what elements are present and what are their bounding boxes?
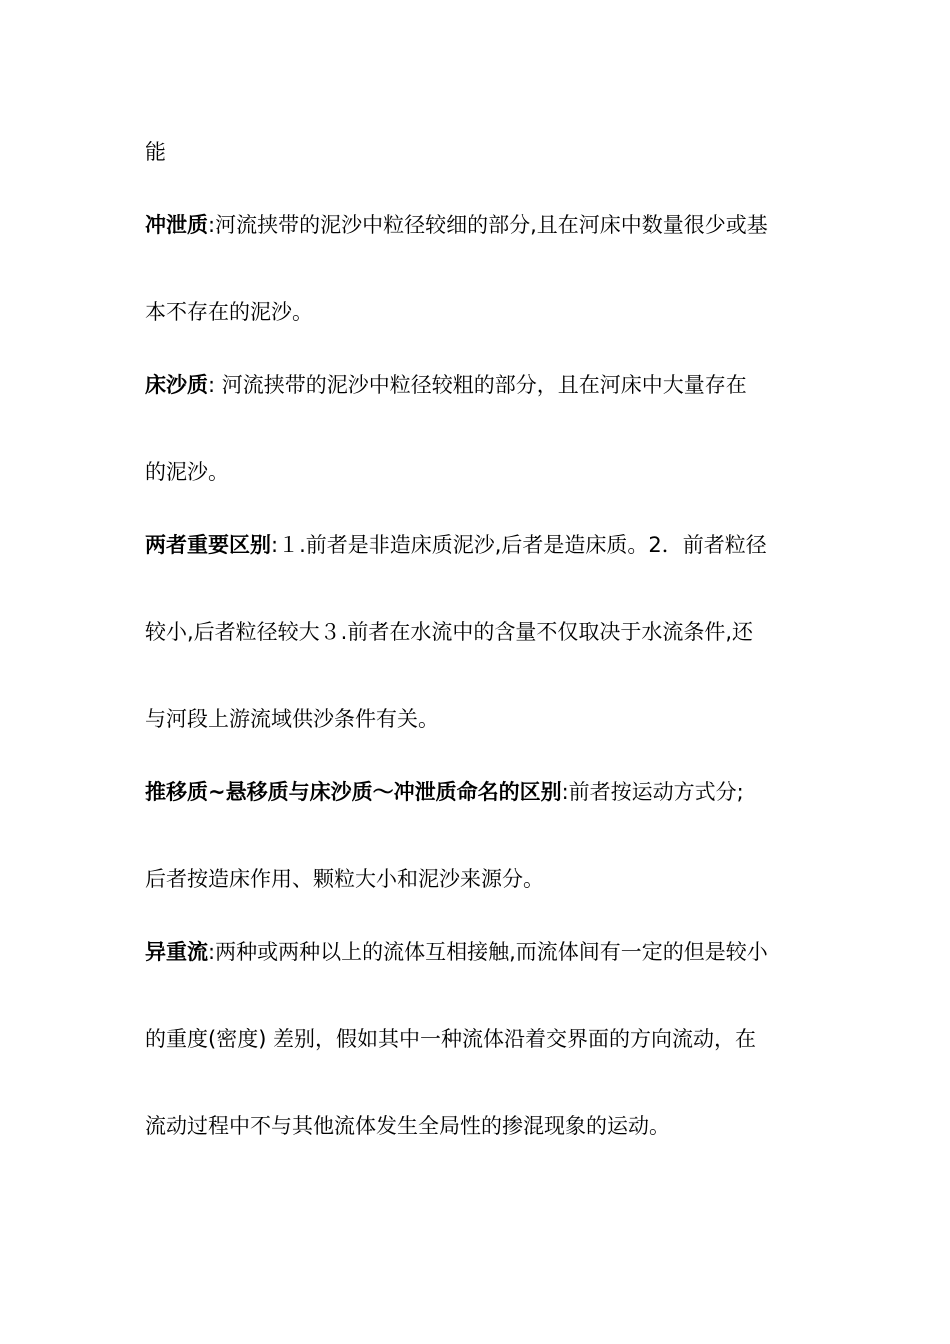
term-label: 异重流 [145,940,208,964]
definition-text: :前者按运动方式分; [561,780,744,804]
definition-line [145,937,815,967]
line-text: 的泥沙。 [145,460,229,484]
definition-line [145,210,815,240]
text-line [145,137,815,167]
line-text: 较小,后者粒径较大３.前者在水流中的含量不仅取决于水流条件,还 [145,620,754,644]
line-text: 后者按造床作用、颗粒大小和泥沙来源分。 [145,867,544,891]
definition-line [145,530,815,560]
term-label: 推移质~悬移质与床沙质～冲泄质命名的区别 [145,780,562,804]
definition-text: :１.前者是非造床质泥沙,后者是造床质。2．前者粒径 [271,533,767,557]
text-line [145,297,815,327]
line-text: 与河段上游流域供沙条件有关。 [145,707,439,731]
text-line [145,1024,815,1054]
line-text: 流动过程中不与其他流体发生全局性的掺混现象的运动。 [145,1114,670,1138]
text-line [145,864,815,894]
line-text: 能 [145,140,166,164]
text-line [145,457,815,487]
definition-text: :河流挟带的泥沙中粒径较细的部分,且在河床中数量很少或基 [208,213,768,237]
text-line [145,704,815,734]
definition-text: : 河流挟带的泥沙中粒径较粗的部分，且在河床中大量存在 [208,373,747,397]
text-line [145,1111,815,1141]
line-text: 的重度(密度) 差别，假如其中一种流体沿着交界面的方向流动，在 [145,1027,757,1051]
term-label: 冲泄质 [145,213,208,237]
term-label: 床沙质 [145,373,208,397]
definition-line [145,370,815,400]
definition-line [145,777,815,807]
text-line [145,617,815,647]
line-text: 本不存在的泥沙。 [145,300,313,324]
term-label: 两者重要区别 [145,533,271,557]
definition-text: :两种或两种以上的流体互相接触,而流体间有一定的但是较小 [208,940,768,964]
